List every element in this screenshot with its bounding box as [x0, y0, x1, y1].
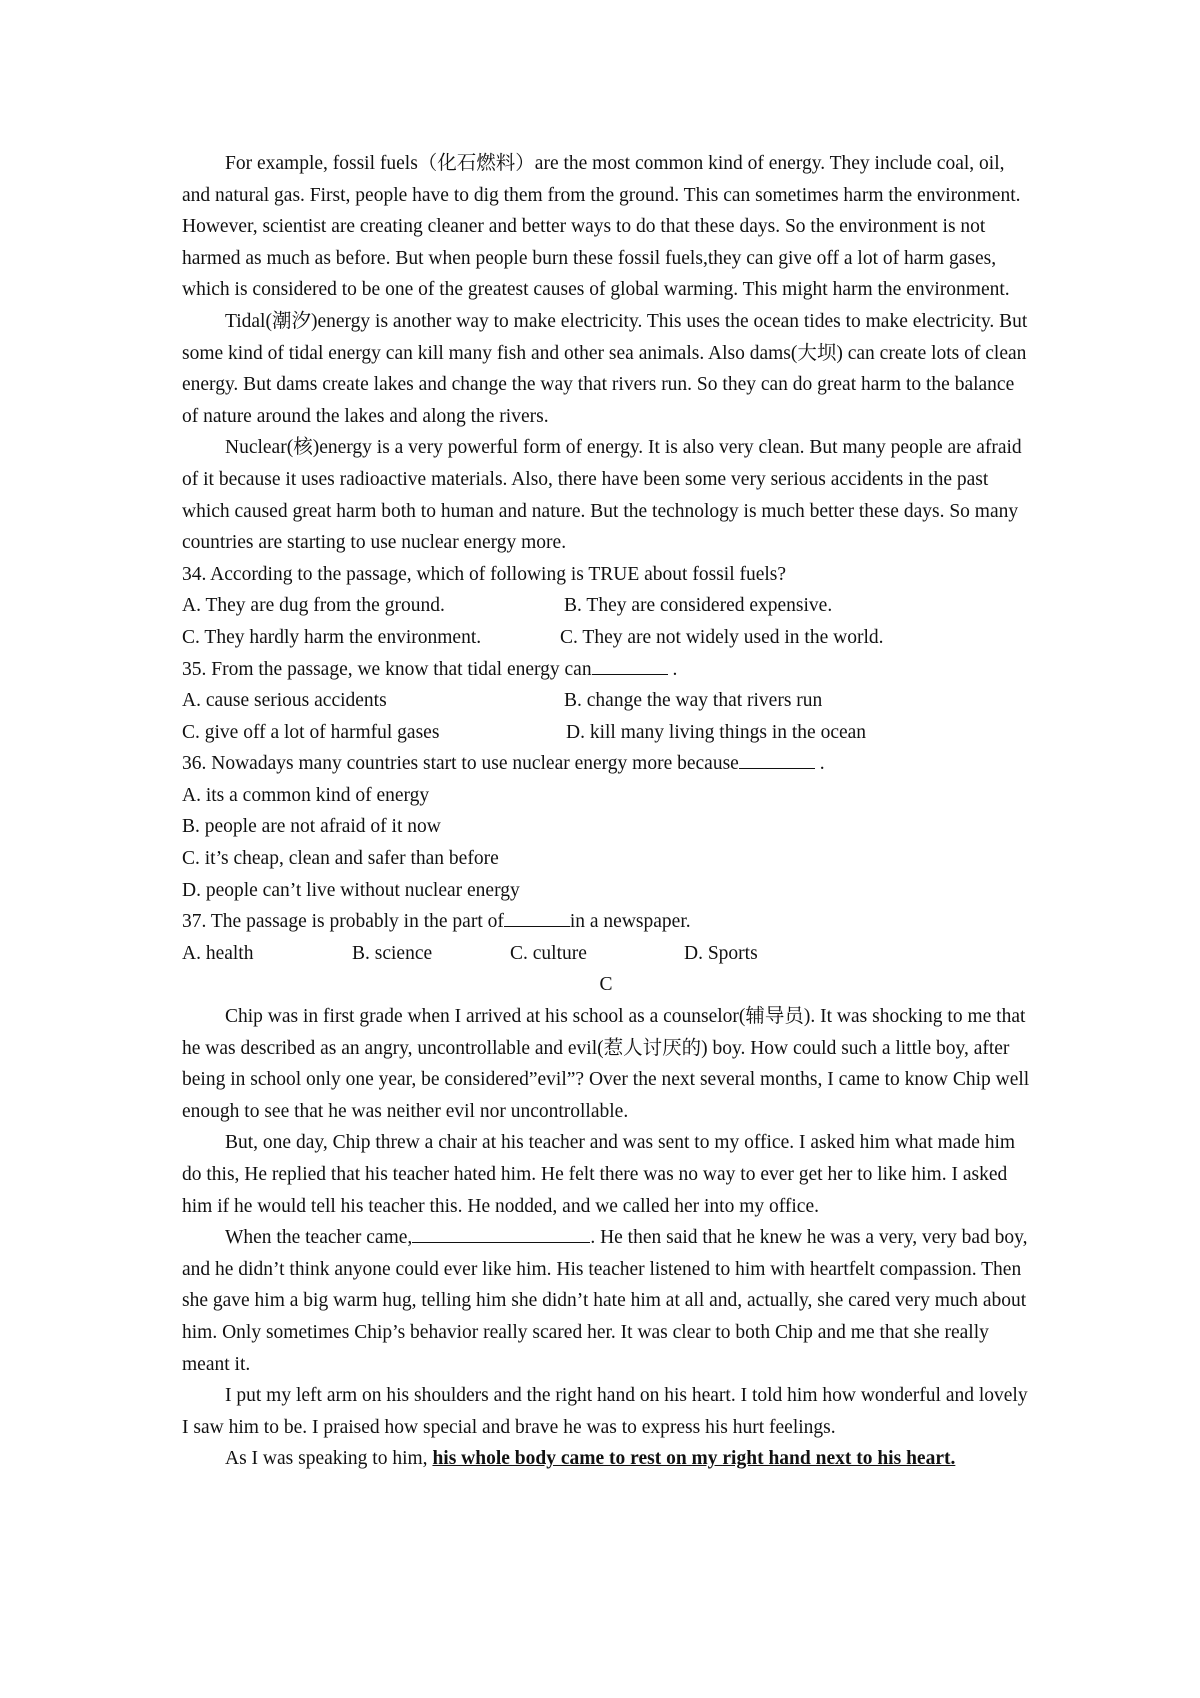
question-34-option-c: C. They hardly harm the environment.: [182, 626, 482, 648]
question-36-stem: [182, 748, 1030, 780]
question-36-option-c: C. it’s cheap, clean and safer than before: [182, 848, 499, 870]
section-c-paragraph-5: [182, 1443, 1030, 1475]
question-34-option-b: B. They are considered expensive.: [564, 595, 833, 617]
question-35-stem-text: 35. From the passage, we know that tidal energy can: [182, 658, 592, 680]
question-37-option-c: C. culture: [510, 942, 587, 964]
section-c-heading: C: [599, 974, 613, 996]
passage-b-paragraph-2: Tidal(潮汐)energy is another way to make electricity. This uses the ocean tides to make electricity. But some kind of tidal energy can kill many fish and other sea animals. Also dams(大坝) can create lots of clean energy. But dams create lakes and change the way that rivers run. So they can do great harm to the balance of nature around the lakes and along the rivers.: [182, 310, 1028, 427]
question-37-option-d: D. Sports: [684, 942, 758, 964]
section-c-paragraph-5-start: As I was speaking to him,: [225, 1448, 433, 1470]
section-c-paragraph-3-rest: . He then said that he knew he was a very, very bad boy, and he didn’t think anyone could ever like him. His teacher listened to him with heartfelt compassion. Then she gave him a big warm hug, telling him she didn’t hate him at all and, actually, she cared very much about him. Only sometimes Chip’s behavior really scared her. It was clear to both Chip and me that she really meant it.: [182, 1227, 1028, 1375]
question-36-stem-text: 36. Nowadays many countries start to use nuclear energy more because: [182, 753, 739, 775]
question-35-stem: [182, 654, 1030, 686]
question-34-option-a: A. They are dug from the ground.: [182, 595, 445, 617]
section-c-paragraph-4: I put my left arm on his shoulders and the right hand on his heart. I told him how wonderful and lovely I saw him to be. I praised how special and brave he was to express his hurt feelings.: [182, 1385, 1028, 1438]
question-34-options-row-2: [182, 622, 1030, 654]
question-34-option-d: C. They are not widely used in the world.: [560, 626, 884, 648]
question-35-option-d: D. kill many living things in the ocean: [566, 721, 867, 743]
question-35-blank: [592, 654, 668, 675]
question-36-option-b: B. people are not afraid of it now: [182, 816, 441, 838]
question-34-stem: 34. According to the passage, which of following is TRUE about fossil fuels?: [182, 563, 787, 585]
question-35-option-a: A. cause serious accidents: [182, 690, 387, 712]
question-37-blank: [504, 906, 570, 927]
question-36-option-d: D. people can’t live without nuclear energy: [182, 879, 520, 901]
section-c-paragraph-1: Chip was in first grade when I arrived at his school as a counselor(辅导员). It was shocking to me that he was described as an angry, uncontrollable and evil(惹人讨厌的) boy. How could such a little boy, after being in school only one year, be considered”evil”? Over the next several months, I came to know Chip well enough to see that he was neither evil nor uncontrollable.: [182, 1006, 1030, 1122]
question-37-option-a: A. health: [182, 942, 254, 964]
question-35-option-b: B. change the way that rivers run: [564, 690, 823, 712]
section-c-blank: [412, 1222, 590, 1243]
question-37-stem-end: in a newspaper.: [569, 911, 691, 933]
question-35-options-row-1: [182, 685, 1030, 717]
question-36-stem-end: .: [814, 753, 825, 775]
question-36-option-a: A. its a common kind of energy: [182, 784, 430, 806]
question-37-option-b: B. science: [352, 942, 433, 964]
question-34-options-row-1: [182, 590, 1030, 622]
question-37-options: [182, 938, 1030, 970]
question-36-blank: [739, 748, 815, 769]
passage-b-paragraph-3: Nuclear(核)energy is a very powerful form of energy. It is also very clean. But many people are afraid of it because it uses radioactive materials. Also, there have been some very serious accidents in the past which caused great harm both to human and nature. But the technology is much better these days. So many countries are starting to use nuclear energy more.: [182, 437, 1022, 554]
section-c-paragraph-2: But, one day, Chip threw a chair at his teacher and was sent to my office. I asked him what made him do this, He replied that his teacher hated him. He felt there was no way to ever get her to like him. I asked him if he would tell his teacher this. He nodded, and we called her into my office.: [182, 1132, 1016, 1217]
section-c-paragraph-3: [182, 1222, 1030, 1380]
document-page: [182, 148, 1030, 1475]
passage-b-paragraph-1: For example, fossil fuels（化石燃料）are the most common kind of energy. They include coal, oil, and natural gas. First, people have to dig them from the ground. This can sometimes harm the environment. However, scientist are creating cleaner and better ways to do that these days. So the environment is not harmed as much as before. But when people burn these fossil fuels,they can give off a lot of harm gases, which is considered to be one of the greatest causes of global warming. This might harm the environment.: [182, 153, 1021, 301]
question-37-stem: [182, 906, 1030, 938]
underlined-sentence: his whole body came to rest on my right hand next to his heart.: [432, 1448, 956, 1470]
section-c-paragraph-3-start: When the teacher came,: [225, 1227, 413, 1249]
question-35-option-c: C. give off a lot of harmful gases: [182, 721, 440, 743]
question-37-stem-text: 37. The passage is probably in the part of: [182, 911, 504, 933]
question-35-options-row-2: [182, 717, 1030, 749]
question-35-stem-end: .: [667, 658, 678, 680]
